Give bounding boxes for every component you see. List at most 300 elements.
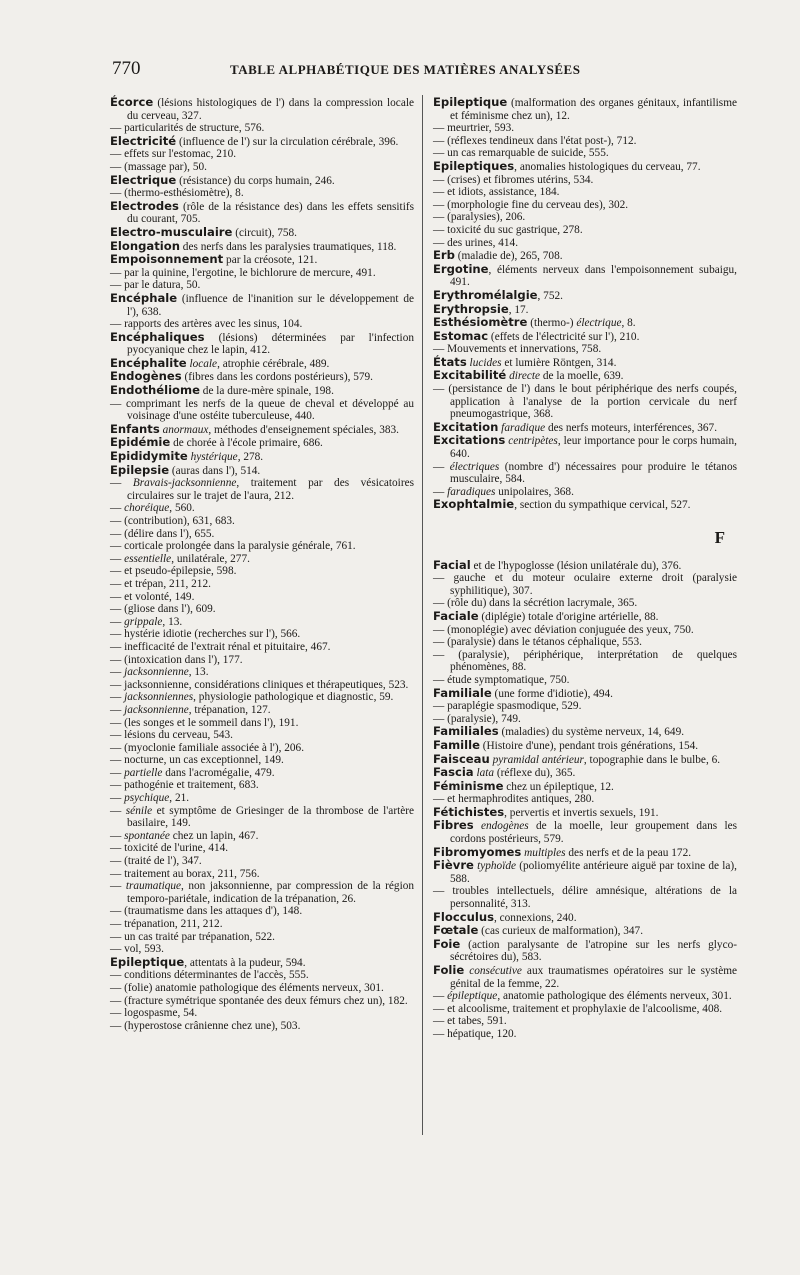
index-entry <box>433 356 737 370</box>
right-column-f-entries <box>433 559 737 1041</box>
entry-text: (thermo-) <box>527 317 577 330</box>
entry-text: — (thermo-esthésiomètre), 8. <box>110 187 244 200</box>
entry-text: de la dure-mère spinale, 198. <box>199 385 334 398</box>
index-entry <box>110 384 414 398</box>
index-entry <box>110 995 414 1008</box>
index-entry <box>433 846 737 860</box>
index-entry <box>110 436 414 450</box>
index-entry <box>110 135 414 149</box>
entry-text: — toxicité de l'urine, 414. <box>110 842 229 855</box>
index-entry <box>110 616 414 629</box>
entry-headword: Erb <box>433 248 455 263</box>
entry-text: — (paralysies), 206. <box>433 211 526 224</box>
index-entry <box>110 253 414 267</box>
entry-headword: Endogènes <box>110 369 182 384</box>
index-entry <box>110 880 414 905</box>
index-entry <box>110 855 414 868</box>
entry-text: — (intoxication dans l'), 177. <box>110 653 243 666</box>
entry-text: — nocturne, un cas exceptionnel, 149. <box>110 754 284 767</box>
entry-text: — pathogénie et traitement, 683. <box>110 779 259 792</box>
entry-text: (rôle de la résistance des) dans les effets sensitifs du courant, 705. <box>127 200 414 226</box>
entry-italic: choréique <box>124 502 170 515</box>
entry-text: (nombre d') nécessaires pour produire le tétanos musculaire, 584. <box>450 460 737 486</box>
index-entry <box>433 819 737 845</box>
entry-text: , 21. <box>169 792 190 805</box>
entry-text: — hystérie idiotie (recherches sur l'), 566. <box>110 628 301 641</box>
index-entry <box>433 96 737 122</box>
index-entry <box>110 666 414 679</box>
entry-headword: États <box>433 354 467 369</box>
entry-italic: multiples <box>521 846 566 859</box>
index-entry <box>433 649 737 674</box>
entry-dash: — <box>110 829 125 842</box>
entry-text: — et volonté, 149. <box>110 590 195 603</box>
entry-italic: faradique <box>498 421 546 434</box>
entry-dash: — <box>110 477 133 490</box>
entry-text: — (traumatisme dans les attaques d'), 148. <box>110 905 303 918</box>
entry-text: (influence de l') sur la circulation cérébrale, 396. <box>176 135 399 148</box>
entry-text: , section du sympathique cervical, 527. <box>514 499 691 512</box>
index-entry <box>110 792 414 805</box>
entry-text: chez un lapin, 467. <box>169 829 259 842</box>
index-entry <box>110 729 414 742</box>
entry-text: et de l'hypoglosse (lésion unilatérale du), 376. <box>470 559 682 572</box>
entry-italic: électrique <box>576 317 622 330</box>
entry-italic: sénile <box>125 804 153 817</box>
entry-headword: Empoisonnement <box>110 252 224 267</box>
entry-text: , 560. <box>169 502 195 515</box>
entry-italic: locale <box>186 357 218 370</box>
entry-text: , physiologie pathologique et diagnostic, 59. <box>193 691 394 704</box>
index-entry <box>110 691 414 704</box>
entry-dash: — <box>110 615 125 628</box>
index-entry <box>110 704 414 717</box>
index-entry <box>110 956 414 970</box>
entry-text: , 752. <box>537 289 563 302</box>
entry-italic: pyramidal antérieur <box>489 753 584 766</box>
entry-italic: lata <box>473 767 495 780</box>
entry-headword: Foie <box>433 936 461 951</box>
entry-text: — (crises) et fibromes utérins, 534. <box>433 173 594 186</box>
entry-text: (lésions histologiques de l') dans la compression locale du cerveau, 327. <box>127 97 414 122</box>
entry-text: , atrophie cérébrale, 489. <box>217 357 330 370</box>
entry-headword: Flocculus <box>433 909 494 924</box>
entry-headword: Familiales <box>433 724 499 739</box>
entry-text: — (réflexes tendineux dans l'état post-), 712. <box>433 134 637 147</box>
entry-dash: — <box>110 502 125 515</box>
index-entry <box>110 754 414 767</box>
entry-italic: directe <box>506 370 541 383</box>
entry-italic: Bravais-jacksonnienne <box>132 477 237 490</box>
entry-headword: Enfants <box>110 421 160 436</box>
entry-headword: Exophtalmie <box>433 497 515 512</box>
index-entry <box>433 766 737 780</box>
index-entry <box>433 289 737 303</box>
index-entry <box>110 591 414 604</box>
entry-text: — logospasme, 54. <box>110 1007 198 1020</box>
page-number: 770 <box>112 58 141 79</box>
entry-text: , 13. <box>162 615 183 628</box>
entry-italic: faradiques <box>447 485 496 498</box>
index-entry <box>433 911 737 925</box>
index-entry <box>110 398 414 423</box>
index-entry <box>110 628 414 641</box>
index-entry <box>433 624 737 637</box>
entry-dash: — <box>433 990 448 1003</box>
entry-text: — (paralysie), 749. <box>433 712 521 725</box>
index-entry <box>110 603 414 616</box>
index-entry <box>433 885 737 910</box>
entry-text: , 17. <box>508 303 529 316</box>
entry-text: (une forme d'idiotie), 494. <box>491 687 613 700</box>
entry-text: , topographie dans le bulbe, 6. <box>583 753 721 766</box>
index-entry <box>110 357 414 371</box>
right-column <box>433 96 737 1041</box>
index-entry <box>433 806 737 820</box>
entry-text: — étude symptomatique, 750. <box>433 673 570 686</box>
entry-headword: Familiale <box>433 685 492 700</box>
index-entry <box>110 969 414 982</box>
entry-headword: Epididymite <box>110 449 188 464</box>
entry-italic: essentielle <box>124 552 172 565</box>
index-entry <box>110 96 414 122</box>
entry-dash: — <box>110 766 125 779</box>
index-entry <box>110 779 414 792</box>
entry-text: , pervertis et invertis sexuels, 191. <box>504 806 659 819</box>
index-entry <box>110 553 414 566</box>
index-entry <box>433 938 737 964</box>
entry-headword: Fœtale <box>433 923 479 938</box>
page-header <box>112 58 732 84</box>
index-entry <box>433 421 737 435</box>
section-letter-f: F <box>714 528 725 547</box>
index-entry <box>110 578 414 591</box>
entry-dash: — <box>110 552 125 565</box>
entry-text: — (délire dans l'), 655. <box>110 527 215 540</box>
entry-text: (action paralysante de l'atropine sur les nerfs glyco-sécrétoires du), 583. <box>450 938 737 964</box>
entry-text: , 8. <box>621 317 636 330</box>
entry-text: — (morphologie fine du cerveau des), 302. <box>433 198 629 211</box>
entry-text: (diplégie) totale d'origine artérielle, 88. <box>478 610 659 623</box>
entry-headword: Folie <box>433 963 465 977</box>
index-entry <box>433 739 737 753</box>
entry-text: (fibres dans les cordons postérieurs), 579. <box>181 371 373 384</box>
entry-headword: Epidémie <box>110 435 171 450</box>
entry-text: , anatomie pathologique des éléments nerveux, 301. <box>497 990 732 1003</box>
entry-headword: Epileptique <box>110 954 185 969</box>
entry-text: de la moelle, leur groupement dans les cordons postérieurs, 579. <box>450 820 737 846</box>
entry-text: — (hyperostose crânienne chez une), 503. <box>110 1019 301 1032</box>
entry-text: — et hermaphrodites antiques, 280. <box>433 793 595 806</box>
entry-headword: Fascia <box>433 765 474 780</box>
entry-italic: jacksonnienne <box>124 666 189 679</box>
entry-italic: traumatique <box>125 880 182 893</box>
index-entry <box>110 450 414 464</box>
entry-text: — et tabes, 591. <box>433 1015 507 1028</box>
index-entry <box>433 434 737 460</box>
index-entry <box>433 859 737 885</box>
index-entry <box>433 559 737 573</box>
entry-text: — et trépan, 211, 212. <box>110 577 211 590</box>
entry-headword: Electro-musculaire <box>110 224 233 239</box>
entry-headword: Féminisme <box>433 778 504 793</box>
index-entry <box>110 654 414 667</box>
index-entry <box>110 540 414 553</box>
index-entry <box>110 931 414 944</box>
entry-dash: — <box>110 691 125 704</box>
entry-text: — (paralysie), périphérique, interprétation de quelques phénomènes, 88. <box>433 648 737 674</box>
index-entry <box>433 383 737 421</box>
entry-italic: typhoïde <box>473 860 517 873</box>
entry-headword: Encéphale <box>110 290 178 305</box>
index-entry <box>433 330 737 344</box>
index-entry <box>110 679 414 692</box>
entry-text: — corticale prolongée dans la paralysie générale, 761. <box>110 540 356 553</box>
entry-headword: Fibres <box>433 818 474 833</box>
entry-text: aux traumatismes opératoires sur le système génital de la femme, 22. <box>450 965 738 990</box>
index-entry <box>110 842 414 855</box>
entry-dash: — <box>110 666 125 679</box>
index-entry <box>110 528 414 541</box>
entry-text: — (myoclonie familiale associée à l'), 206. <box>110 741 305 754</box>
index-entry <box>110 717 414 730</box>
index-entry <box>110 502 414 515</box>
index-entry <box>110 905 414 918</box>
entry-headword: Facial <box>433 557 471 572</box>
entry-text: , attentats à la pudeur, 594. <box>184 956 306 969</box>
entry-text: — rapports des artères avec les sinus, 104. <box>110 318 303 331</box>
entry-text: — (gliose dans l'), 609. <box>110 603 216 616</box>
entry-text: des nerfs moteurs, interférences, 367. <box>545 421 718 434</box>
entry-headword: Excitations <box>433 433 506 448</box>
index-entry <box>433 610 737 624</box>
entry-italic: endogènes <box>473 820 529 833</box>
entry-italic: grippale <box>124 615 163 628</box>
entry-headword: Estomac <box>433 328 489 343</box>
index-entry <box>433 199 737 212</box>
index-entry <box>110 174 414 188</box>
column-divider <box>422 95 423 1135</box>
entry-text: (malformation des organes génitaux, infantilisme et féminisme chez un), 12. <box>450 97 737 122</box>
entry-text: — Mouvements et innervations, 758. <box>433 343 602 356</box>
entry-headword: Fièvre <box>433 858 474 873</box>
entry-text: — (les songes et le sommeil dans l'), 191. <box>110 716 299 729</box>
entry-text: — vol, 593. <box>110 943 164 956</box>
index-entry <box>433 224 737 237</box>
index-entry <box>110 267 414 280</box>
entry-text: — lésions du cerveau, 543. <box>110 729 233 742</box>
entry-text: — (folie) anatomie pathologique des éléments nerveux, 301. <box>110 981 384 994</box>
index-entry <box>433 249 737 263</box>
entry-text: (maladie de), 265, 708. <box>454 250 563 263</box>
index-entry <box>110 1020 414 1033</box>
entry-italic: électriques <box>449 460 500 473</box>
entry-headword: Excitabilité <box>433 368 507 383</box>
entry-italic: épileptique <box>447 990 498 1003</box>
running-title: TABLE ALPHABÉTIQUE DES MATIÈRES ANALYSÉES <box>230 62 581 77</box>
entry-text: (résistance) du corps humain, 246. <box>176 174 335 187</box>
entry-text: — (massage par), 50. <box>110 160 207 173</box>
entry-text: (auras dans l'), 514. <box>169 464 261 477</box>
index-entry <box>433 572 737 597</box>
index-entry <box>433 461 737 486</box>
entry-headword: Epileptiques <box>433 158 515 173</box>
entry-headword: Erythropsie <box>433 301 509 316</box>
entry-headword: Faisceau <box>433 751 490 766</box>
index-entry <box>110 918 414 931</box>
entry-headword: Erythromélalgie <box>433 287 538 302</box>
index-entry <box>433 498 737 512</box>
index-entry <box>433 263 737 289</box>
entry-headword: Excitation <box>433 419 499 434</box>
entry-text: , non jaksonnienne, par compression de la région temporo-pariétale, indication de la trépanation, 26. <box>127 880 415 905</box>
entry-headword: Encéphalite <box>110 355 187 370</box>
entry-headword: Epilepsie <box>110 462 170 477</box>
entry-text: — meurtrier, 593. <box>433 122 515 135</box>
entry-headword: Electricité <box>110 133 177 148</box>
index-entry <box>110 641 414 654</box>
index-entry <box>433 964 737 990</box>
entry-text: — particularités de structure, 576. <box>110 122 265 135</box>
entry-text: (circuit), 758. <box>232 226 298 239</box>
index-entry <box>110 868 414 881</box>
entry-text: dans l'acromégalie, 479. <box>162 766 275 779</box>
entry-italic: spontanée <box>124 829 170 842</box>
entry-dash: — <box>110 804 126 817</box>
entry-text: des nerfs et de la peau 172. <box>565 846 692 859</box>
entry-text: — paraplégie spasmodique, 529. <box>433 700 582 713</box>
entry-text: (lésions) déterminées par l'infection pyocyanique chez le lapin, 412. <box>127 331 414 357</box>
index-entry <box>433 1015 737 1028</box>
entry-text: — troubles intellectuels, délire amnésique, altérations de la personnalité, 313. <box>433 885 737 911</box>
entry-headword: Epileptique <box>433 95 508 109</box>
index-entry <box>433 122 737 135</box>
entry-headword: Famille <box>433 737 480 752</box>
index-entry <box>433 700 737 713</box>
entry-headword: Fibromyomes <box>433 844 522 859</box>
entry-headword: Endothéliome <box>110 383 200 398</box>
entry-text: et symptôme de Griesinger de la thrombose de l'artère basilaire, 149. <box>127 804 415 830</box>
entry-dash: — <box>433 460 450 473</box>
entry-text: — (paralysie) dans le tétanos céphalique, 553. <box>433 636 642 649</box>
entry-text: , connexions, 240. <box>494 911 577 924</box>
index-entry <box>433 160 737 174</box>
entry-headword: Electrique <box>110 172 177 187</box>
index-entry <box>433 780 737 794</box>
entry-text: , éléments nerveux dans l'empoisonnement subaigu, 491. <box>450 263 737 289</box>
index-entry <box>433 636 737 649</box>
index-entry <box>110 1007 414 1020</box>
left-column <box>110 96 414 1032</box>
entry-dash: — <box>433 485 448 498</box>
index-entry <box>433 303 737 317</box>
index-entry <box>110 767 414 780</box>
entry-headword: Fétichistes <box>433 804 505 819</box>
entry-text: — par la quinine, l'ergotine, le bichlorure de mercure, 491. <box>110 266 376 279</box>
entry-text: de la moelle, 639. <box>540 370 624 383</box>
entry-text: , méthodes d'enseignement spéciales, 383. <box>208 423 399 436</box>
entry-italic: jacksonniennes <box>124 691 194 704</box>
index-entry <box>110 200 414 226</box>
index-entry <box>110 805 414 830</box>
entry-text: — et pseudo-épilepsie, 598. <box>110 565 237 578</box>
entry-italic: consécutive <box>464 965 522 977</box>
index-entry <box>433 135 737 148</box>
entry-text: — trépanation, 211, 212. <box>110 918 223 930</box>
index-entry <box>110 477 414 502</box>
entry-text: — inefficacité de l'extrait rénal et pituitaire, 467. <box>110 640 331 653</box>
entry-text: — et idiots, assistance, 184. <box>433 186 560 199</box>
entry-headword: Faciale <box>433 608 479 623</box>
entry-headword: Electrodes <box>110 198 179 213</box>
entry-text: — par le datura, 50. <box>110 279 201 292</box>
entry-italic: jacksonnienne <box>124 703 189 716</box>
entry-text: (influence de l'inanition sur le développement de l'), 638. <box>127 292 414 318</box>
entry-text: — comprimant les nerfs de la queue de cheval et développé au voisinage d'une ostéite tuberculeuse, 440. <box>110 397 414 423</box>
index-entry <box>110 464 414 478</box>
index-entry <box>433 211 737 224</box>
entry-text: — (monoplégie) avec déviation conjuguée des yeux, 750. <box>433 623 694 636</box>
index-entry <box>433 1003 737 1016</box>
index-entry <box>110 292 414 318</box>
entry-text: — un cas remarquable de suicide, 555. <box>433 147 609 160</box>
index-entry <box>110 565 414 578</box>
entry-text: (Histoire d'une), pendant trois générations, 154. <box>479 739 699 752</box>
index-entry <box>433 990 737 1003</box>
index-entry <box>110 226 414 240</box>
index-entry <box>433 343 737 356</box>
entry-text: des nerfs dans les paralysies traumatiques, 118. <box>179 240 397 253</box>
entry-text: unipolaires, 368. <box>495 485 574 498</box>
right-column-e-entries <box>433 96 737 512</box>
index-entry <box>110 830 414 843</box>
index-entry <box>110 370 414 384</box>
entry-text: — hépatique, 120. <box>433 1027 517 1040</box>
entry-text: — des urines, 414. <box>433 236 519 249</box>
index-entry <box>110 515 414 528</box>
entry-text: (poliomyélite antérieure aiguë par toxine de la), 588. <box>450 860 737 885</box>
entry-text: de chorée à l'école primaire, 686. <box>170 437 323 450</box>
entry-headword: Encéphaliques <box>110 329 205 344</box>
index-entry <box>110 148 414 161</box>
entry-text: — (rôle du) dans la sécrétion lacrymale, 365. <box>433 597 638 610</box>
index-entry <box>110 331 414 357</box>
index-entry <box>433 753 737 767</box>
entry-italic: lucides <box>466 356 502 369</box>
entry-text: , 278. <box>237 451 264 464</box>
entry-text: (cas curieux de malformation), 347. <box>478 925 644 938</box>
entry-text: , anomalies histologiques du cerveau, 77. <box>514 160 701 173</box>
entry-text: , traitement par des vésicatoires circulaires sur le trajet de l'aura, 212. <box>127 477 414 502</box>
entry-text: — (fracture symétrique spontanée des deux fémurs chez un), 182. <box>110 994 408 1007</box>
entry-headword: Écorce <box>110 95 154 109</box>
entry-text: — un cas traité par trépanation, 522. <box>110 930 276 943</box>
entry-text: — (traité de l'), 347. <box>110 855 202 868</box>
entry-headword: Elongation <box>110 238 180 253</box>
entry-text: et lumière Röntgen, 314. <box>501 356 617 369</box>
index-entry <box>433 725 737 739</box>
index-entry <box>110 423 414 437</box>
entry-text: chez un épileptique, 12. <box>503 780 614 793</box>
entry-text: , unilatérale, 277. <box>171 552 250 565</box>
entry-italic: centripètes <box>505 435 558 448</box>
entry-text: — gauche et du moteur oculaire externe droit (paralysie syphilitique), 307. <box>433 572 737 597</box>
entry-italic: psychique <box>124 792 170 805</box>
index-entry <box>433 1028 737 1041</box>
index-entry <box>433 924 737 938</box>
entry-text: — (persistance de l') dans le bout périphérique des nerfs coupés, application à l'analyse de la portion cervicale du nerf pneumogastrique, 368. <box>433 383 737 421</box>
index-entry <box>433 316 737 330</box>
